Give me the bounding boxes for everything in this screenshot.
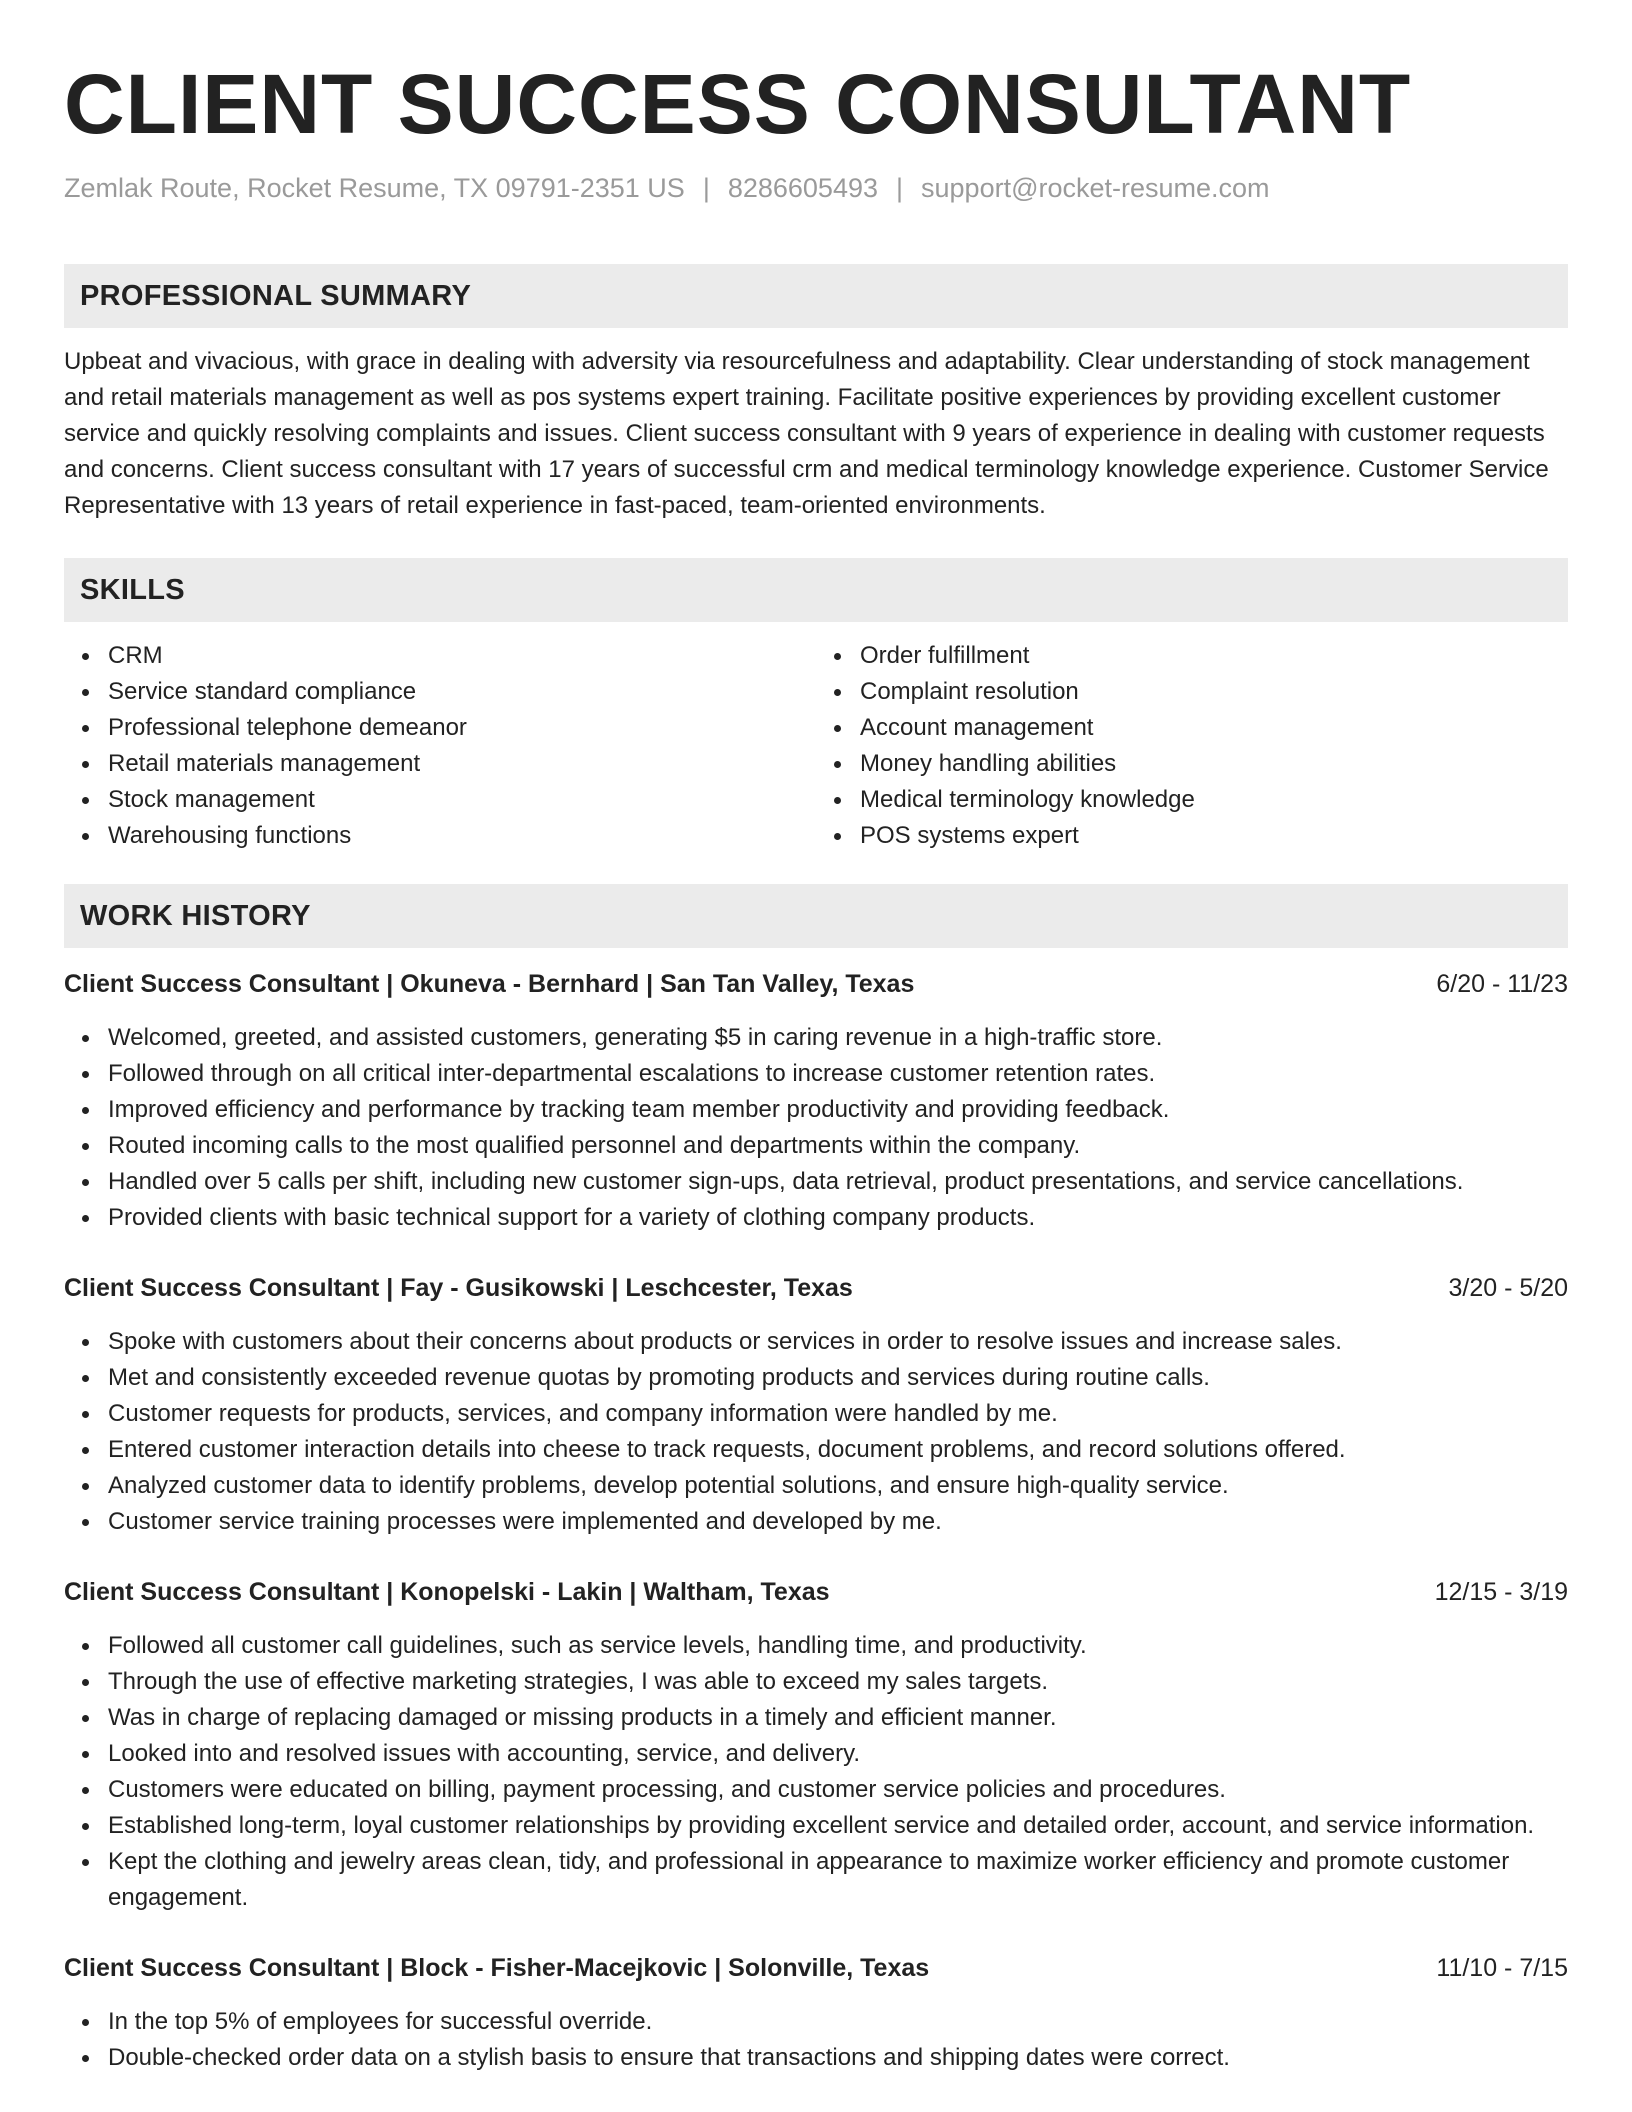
contact-email: support@rocket-resume.com <box>921 173 1270 203</box>
skill-item: Warehousing functions <box>108 818 816 854</box>
job-bullet: Was in charge of replacing damaged or missing products in a timely and efficient manner. <box>108 1700 1568 1736</box>
job-bullet: Looked into and resolved issues with accounting, service, and delivery. <box>108 1736 1568 1772</box>
job-dates: 6/20 - 11/23 <box>1436 970 1568 998</box>
job-bullets <box>64 2004 1568 2076</box>
jobs-container <box>64 966 1568 2076</box>
skill-item: Complaint resolution <box>860 674 1568 710</box>
job-bullet: In the top 5% of employees for successful override. <box>108 2004 1568 2040</box>
job-bullet: Analyzed customer data to identify problems, develop potential solutions, and ensure high-quality service. <box>108 1468 1568 1504</box>
skills-list-right <box>816 638 1568 854</box>
skill-item: Medical terminology knowledge <box>860 782 1568 818</box>
job-bullet: Entered customer interaction details into cheese to track requests, document problems, and record solutions offered. <box>108 1432 1568 1468</box>
job-bullet: Improved efficiency and performance by tracking team member productivity and providing feedback. <box>108 1092 1568 1128</box>
job-header <box>64 1950 1568 1986</box>
skills-heading: SKILLS <box>64 558 1568 622</box>
job-bullet: Spoke with customers about their concerns about products or services in order to resolve issues and increase sales. <box>108 1324 1568 1360</box>
job-bullet: Routed incoming calls to the most qualified personnel and departments within the company. <box>108 1128 1568 1164</box>
skill-item: POS systems expert <box>860 818 1568 854</box>
summary-text: Upbeat and vivacious, with grace in dealing with adversity via resourcefulness and adaptability. Clear understanding of stock management and retail materials management as well as pos systems expert training. Facilitate positive experiences by providing excellent customer service and quickly resolving complaints and issues. Client success consultant with 9 years of experience in dealing with customer requests and concerns. Client success consultant with 17 years of successful crm and medical terminology knowledge experience. Customer Service Representative with 13 years of retail experience in fast-paced, team-oriented environments. <box>64 348 1549 519</box>
job-bullet: Welcomed, greeted, and assisted customers, generating $5 in caring revenue in a high-traffic store. <box>108 1020 1568 1056</box>
job-bullet: Provided clients with basic technical support for a variety of clothing company products. <box>108 1200 1568 1236</box>
skill-item: Money handling abilities <box>860 746 1568 782</box>
job-header <box>64 1574 1568 1610</box>
job-bullet: Handled over 5 calls per shift, including new customer sign-ups, data retrieval, product presentations, and service cancellations. <box>108 1164 1568 1200</box>
job-entry <box>64 1270 1568 1540</box>
skills-columns <box>64 638 1568 854</box>
contact-address: Zemlak Route, Rocket Resume, TX 09791-2351 US <box>64 173 685 203</box>
skills-list-left <box>64 638 816 854</box>
job-dates: 3/20 - 5/20 <box>1448 1274 1568 1302</box>
work-heading: WORK HISTORY <box>64 884 1568 948</box>
skill-item: Service standard compliance <box>108 674 816 710</box>
work-section <box>64 884 1568 2076</box>
job-bullets <box>64 1020 1568 1236</box>
job-bullets <box>64 1324 1568 1540</box>
job-bullet: Met and consistently exceeded revenue quotas by promoting products and services during routine calls. <box>108 1360 1568 1396</box>
job-bullet: Established long-term, loyal customer relationships by providing excellent service and detailed order, account, and service information. <box>108 1808 1568 1844</box>
job-entry <box>64 966 1568 1236</box>
job-title: Client Success Consultant | Konopelski - Lakin | Waltham, Texas <box>64 1578 830 1606</box>
skill-item: Account management <box>860 710 1568 746</box>
contact-phone: 8286605493 <box>727 173 878 203</box>
job-dates: 11/10 - 7/15 <box>1436 1954 1568 1982</box>
skill-item: Stock management <box>108 782 816 818</box>
contact-separator: | <box>896 173 904 203</box>
job-bullet: Followed through on all critical inter-departmental escalations to increase customer retention rates. <box>108 1056 1568 1092</box>
job-bullets <box>64 1628 1568 1916</box>
job-bullet: Customers were educated on billing, payment processing, and customer service policies and procedures. <box>108 1772 1568 1808</box>
summary-section <box>64 264 1568 524</box>
job-dates: 12/15 - 3/19 <box>1434 1578 1568 1606</box>
job-header <box>64 966 1568 1002</box>
job-entry <box>64 1574 1568 1916</box>
job-header <box>64 1270 1568 1306</box>
contact-separator: | <box>702 173 710 203</box>
skill-item: Retail materials management <box>108 746 816 782</box>
job-bullet: Through the use of effective marketing strategies, I was able to exceed my sales targets. <box>108 1664 1568 1700</box>
job-bullet: Customer requests for products, services, and company information were handled by me. <box>108 1396 1568 1432</box>
job-bullet: Customer service training processes were implemented and developed by me. <box>108 1504 1568 1540</box>
job-title: Client Success Consultant | Okuneva - Bernhard | San Tan Valley, Texas <box>64 970 915 998</box>
candidate-title: CLIENT SUCCESS CONSULTANT <box>64 57 1412 151</box>
job-title: Client Success Consultant | Block - Fisher-Macejkovic | Solonville, Texas <box>64 1954 930 1982</box>
job-bullet: Followed all customer call guidelines, such as service levels, handling time, and productivity. <box>108 1628 1568 1664</box>
skill-item: CRM <box>108 638 816 674</box>
summary-heading: PROFESSIONAL SUMMARY <box>64 264 1568 328</box>
job-entry <box>64 1950 1568 2076</box>
skills-section <box>64 558 1568 854</box>
contact-line <box>64 170 1568 206</box>
skill-item: Professional telephone demeanor <box>108 710 816 746</box>
job-title: Client Success Consultant | Fay - Gusikowski | Leschcester, Texas <box>64 1274 853 1302</box>
skill-item: Order fulfillment <box>860 638 1568 674</box>
job-bullet: Kept the clothing and jewelry areas clean, tidy, and professional in appearance to maximize worker efficiency and promote customer engagement. <box>108 1844 1568 1916</box>
job-bullet: Double-checked order data on a stylish basis to ensure that transactions and shipping dates were correct. <box>108 2040 1568 2076</box>
